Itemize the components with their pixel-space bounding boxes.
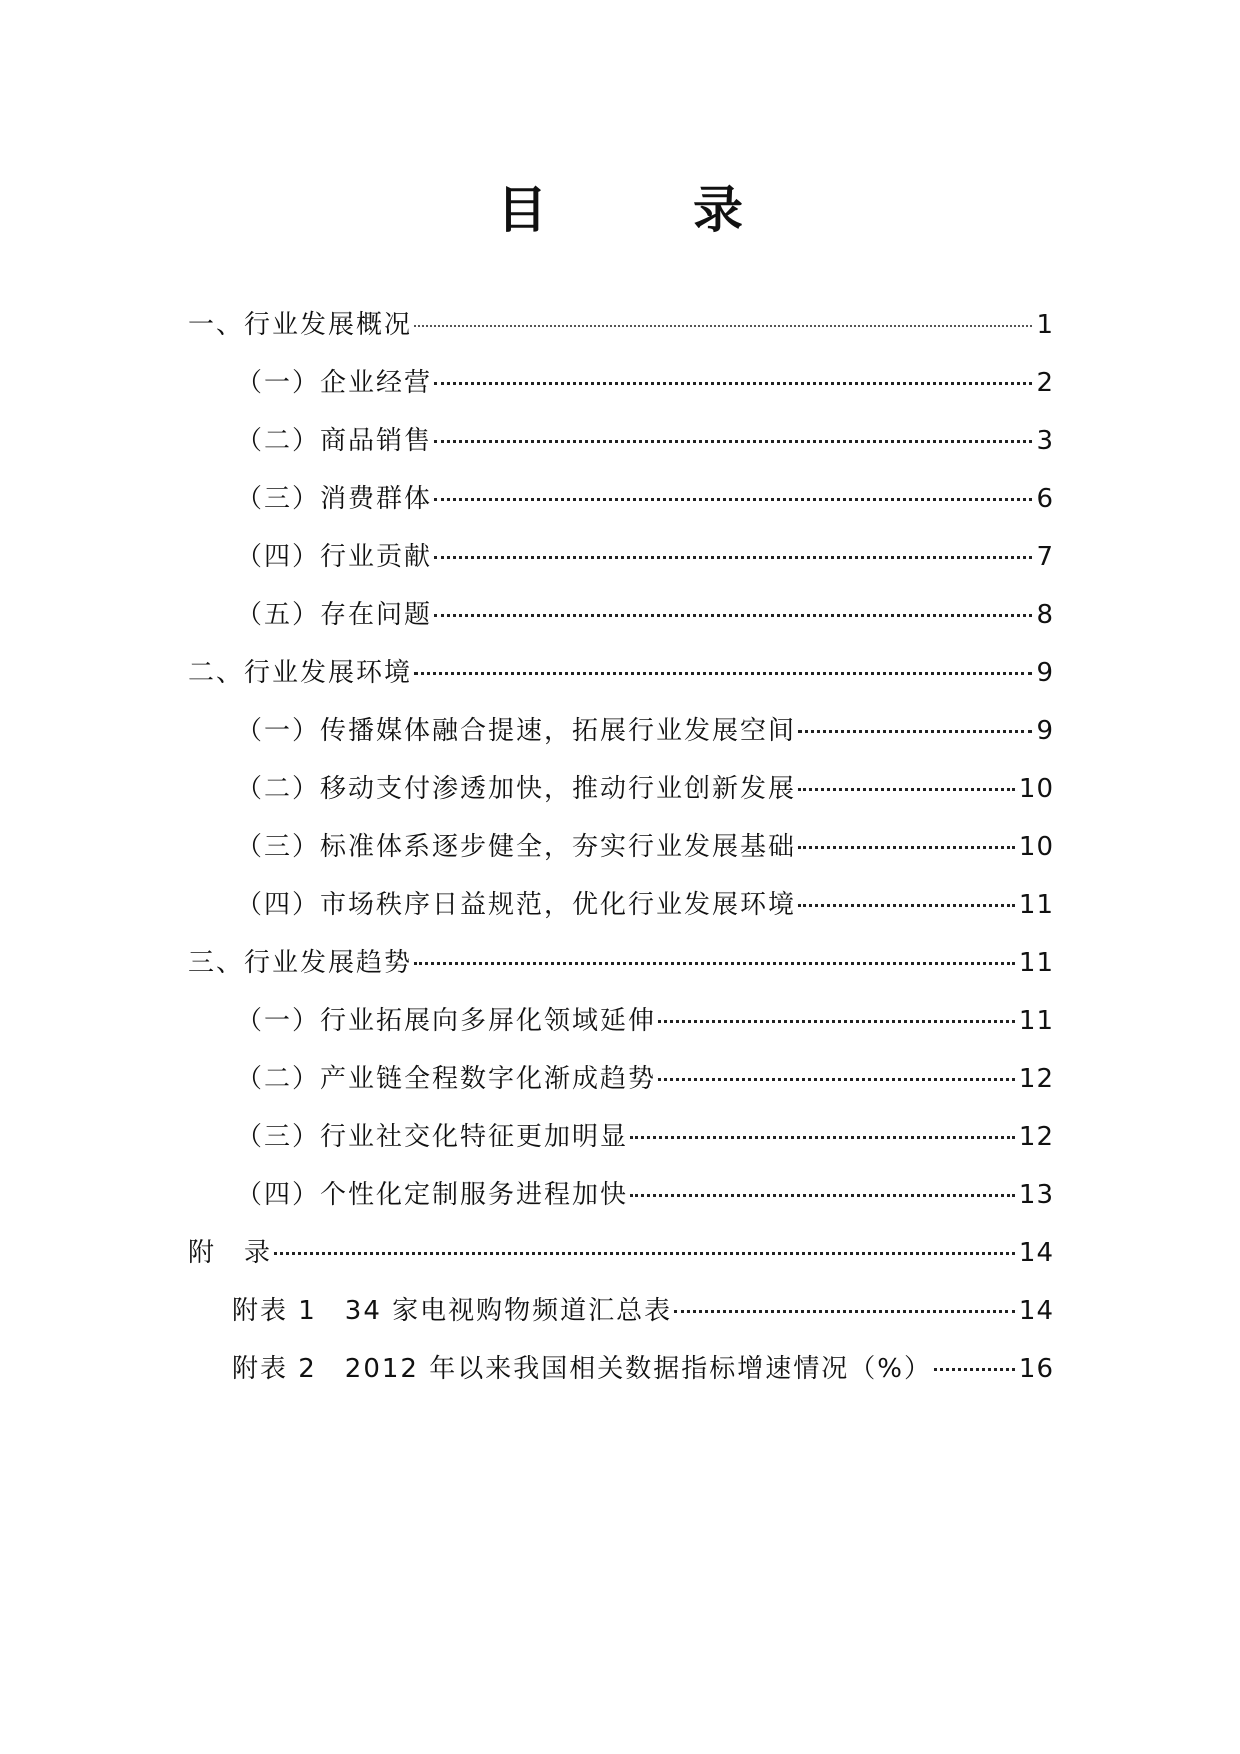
toc-entry-label: （三）消费群体 — [236, 484, 433, 514]
toc-page-number: 3 — [1036, 426, 1054, 456]
dot-leader — [434, 614, 1032, 617]
toc-entry-label: （三）行业社交化特征更加明显 — [236, 1122, 629, 1152]
toc-entry-label: （五）存在问题 — [236, 600, 433, 630]
dot-leader — [630, 1194, 1015, 1197]
toc-entry-label: 一、行业发展概况 — [188, 310, 413, 340]
table-of-contents — [0, 305, 1240, 1555]
toc-entry-1-1[interactable] — [236, 363, 1054, 403]
toc-entry-2-4[interactable] — [236, 885, 1054, 925]
dot-leader — [434, 498, 1032, 501]
toc-page-number: 2 — [1036, 368, 1054, 398]
dot-leader — [414, 672, 1032, 675]
dot-leader — [630, 1136, 1015, 1139]
page-title: 目 录 — [497, 181, 791, 239]
toc-entry-3-2[interactable] — [236, 1059, 1054, 1099]
toc-entry-1-2[interactable] — [236, 421, 1054, 461]
toc-page-number: 11 — [1018, 890, 1054, 920]
toc-entry-1-3[interactable] — [236, 479, 1054, 519]
toc-page-number: 10 — [1018, 832, 1054, 862]
dot-leader — [798, 904, 1015, 907]
toc-page-number: 6 — [1036, 484, 1054, 514]
toc-page-number: 10 — [1018, 774, 1054, 804]
toc-entry-2-2[interactable] — [236, 769, 1054, 809]
toc-entry-appendix-table-1[interactable] — [232, 1291, 1054, 1331]
toc-entry-label: 附表 1 34 家电视购物频道汇总表 — [232, 1296, 673, 1326]
toc-entry-label: （二）商品销售 — [236, 426, 433, 456]
toc-entry-label: （三）标准体系逐步健全，夯实行业发展基础 — [236, 832, 797, 862]
toc-entry-section-1[interactable] — [188, 305, 1054, 345]
toc-entry-label: 三、行业发展趋势 — [188, 948, 413, 978]
toc-page-number: 8 — [1036, 600, 1054, 630]
toc-page-number: 11 — [1018, 1006, 1054, 1036]
toc-entry-label: （二）产业链全程数字化渐成趋势 — [236, 1064, 657, 1094]
dot-leader — [414, 325, 1032, 327]
toc-entry-2-1[interactable] — [236, 711, 1054, 751]
toc-entry-label: 二、行业发展环境 — [188, 658, 413, 688]
dot-leader — [798, 730, 1032, 733]
toc-page-number: 7 — [1036, 542, 1054, 572]
toc-entry-3-1[interactable] — [236, 1001, 1054, 1041]
toc-entry-label: 附 录 — [188, 1238, 273, 1268]
toc-page-number: 14 — [1018, 1296, 1054, 1326]
toc-entry-label: （二）移动支付渗透加快，推动行业创新发展 — [236, 774, 797, 804]
toc-entry-label: （四）市场秩序日益规范，优化行业发展环境 — [236, 890, 797, 920]
toc-page-number: 12 — [1018, 1122, 1054, 1152]
toc-page-number: 12 — [1018, 1064, 1054, 1094]
dot-leader — [934, 1368, 1015, 1371]
toc-page-number: 9 — [1036, 716, 1054, 746]
dot-leader — [434, 556, 1032, 559]
dot-leader — [434, 382, 1032, 385]
toc-entry-label: （一）行业拓展向多屏化领域延伸 — [236, 1006, 657, 1036]
dot-leader — [798, 846, 1015, 849]
dot-leader — [414, 962, 1015, 965]
toc-page-number: 11 — [1018, 948, 1054, 978]
toc-entry-label: 附表 2 2012 年以来我国相关数据指标增速情况（%） — [232, 1354, 932, 1384]
toc-entry-section-2[interactable] — [188, 653, 1054, 693]
toc-entry-3-3[interactable] — [236, 1117, 1054, 1157]
dot-leader — [674, 1310, 1015, 1313]
toc-entry-appendix[interactable] — [188, 1233, 1054, 1273]
toc-entry-1-4[interactable] — [236, 537, 1054, 577]
toc-entry-appendix-table-2[interactable] — [232, 1349, 1054, 1389]
dot-leader — [658, 1078, 1015, 1081]
dot-leader — [658, 1020, 1015, 1023]
toc-page-number: 13 — [1018, 1180, 1054, 1210]
dot-leader — [434, 440, 1032, 443]
toc-page-number: 1 — [1036, 310, 1054, 340]
toc-page-number: 14 — [1018, 1238, 1054, 1268]
toc-entry-label: （四）行业贡献 — [236, 542, 433, 572]
toc-page-number: 16 — [1018, 1354, 1054, 1384]
dot-leader — [274, 1252, 1015, 1255]
toc-entry-label: （一）企业经营 — [236, 368, 433, 398]
toc-entry-section-3[interactable] — [188, 943, 1054, 983]
toc-entry-2-3[interactable] — [236, 827, 1054, 867]
toc-entry-label: （一）传播媒体融合提速，拓展行业发展空间 — [236, 716, 797, 746]
toc-entry-1-5[interactable] — [236, 595, 1054, 635]
toc-entry-label: （四）个性化定制服务进程加快 — [236, 1180, 629, 1210]
toc-entry-3-4[interactable] — [236, 1175, 1054, 1215]
toc-page-number: 9 — [1036, 658, 1054, 688]
dot-leader — [798, 788, 1015, 791]
